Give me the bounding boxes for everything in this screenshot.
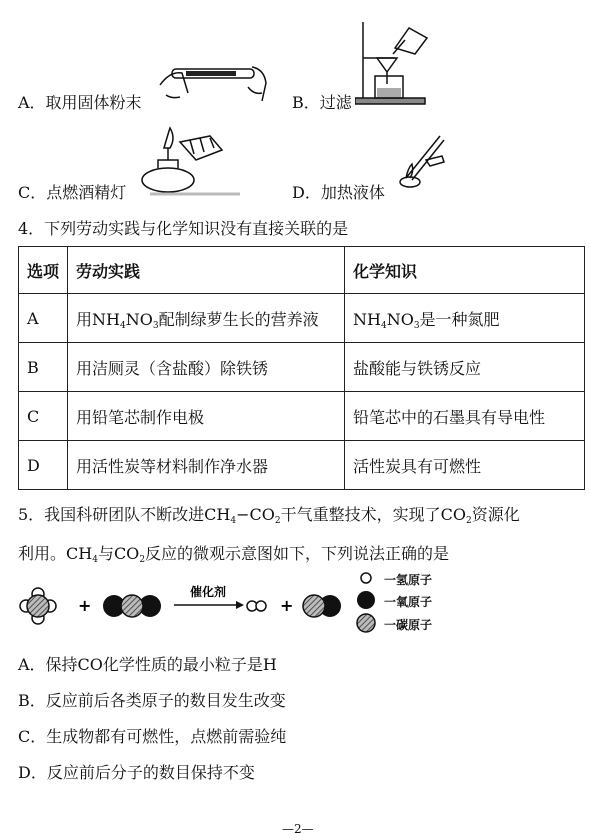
heating-liquid-illustration: [396, 130, 456, 190]
option-3a: A．取用固体粉末: [18, 93, 142, 112]
header-knowledge: 化学知识: [345, 247, 585, 294]
option-5d: D．反应前后分子的数目保持不变: [18, 763, 255, 782]
option-3d: D．加热液体: [292, 183, 385, 202]
table-row: [19, 294, 585, 343]
co-molecule: [303, 595, 341, 617]
row-practice: 用$NH_4NO_3$配制绿萝生长的营养液: [68, 294, 345, 343]
legend-hydrogen: 一氢原子: [384, 573, 433, 587]
reaction-diagram: [14, 572, 364, 638]
legend-oxygen: 一氧原子: [384, 595, 433, 609]
legend-icons: [354, 570, 384, 634]
row-option: A: [19, 294, 68, 343]
question-5-stem-line1: 5．我国科研团队不断改进$CH_4-CO_2$干气重整技术，实现了$CO_2$资源化: [18, 505, 520, 526]
legend-carbon: 一碳原子: [384, 618, 433, 632]
option-3b: B．过滤: [292, 93, 352, 112]
powder-tube-illustration: [152, 55, 272, 105]
oxygen-icon: [357, 591, 375, 609]
co2-molecule: [103, 595, 161, 617]
table-row: [19, 392, 585, 441]
option-3c: C．点燃酒精灯: [18, 183, 127, 202]
page-number: —2—: [282, 822, 314, 836]
row-knowledge: 铅笔芯中的石墨具有导电性: [345, 392, 585, 441]
header-practice: 劳动实践: [68, 247, 345, 294]
question-4-stem: 4．下列劳动实践与化学知识没有直接关联的是: [18, 219, 349, 238]
row-knowledge: 盐酸能与铁锈反应: [345, 343, 585, 392]
row-option: D: [19, 441, 68, 490]
option-5c: C．生成物都有可燃性，点燃前需验纯: [18, 727, 287, 746]
row-practice: 用铅笔芯制作电极: [68, 392, 345, 441]
row-knowledge: 活性炭具有可燃性: [345, 441, 585, 490]
question-5-stem-line2: 利用。$CH_4$与$CO_2$反应的微观示意图如下，下列说法正确的是: [18, 544, 450, 565]
hydrogen-icon: [361, 573, 371, 583]
filtration-illustration: [355, 18, 435, 106]
row-practice: 用洁厕灵（含盐酸）除铁锈: [68, 343, 345, 392]
table-row: [19, 441, 585, 490]
table-header-row: [19, 247, 585, 294]
row-option: B: [19, 343, 68, 392]
row-option: C: [19, 392, 68, 441]
svg-text:+: +: [78, 596, 92, 615]
header-option: 选项: [19, 247, 68, 294]
table-row: [19, 343, 585, 392]
row-practice: 用活性炭等材料制作净水器: [68, 441, 345, 490]
ch4-molecule: [20, 588, 56, 624]
option-5b: B．反应前后各类原子的数目发生改变: [18, 691, 286, 710]
alcohol-lamp-illustration: [130, 124, 240, 196]
carbon-icon: [357, 614, 375, 632]
row-knowledge: $NH_4NO_3$是一种氮肥: [345, 294, 585, 343]
svg-text:+: +: [280, 596, 294, 615]
h2-molecule: [247, 601, 266, 611]
option-5a: A．保持CO化学性质的最小粒子是H: [18, 655, 277, 674]
catalyst-label: 催化剂: [190, 585, 227, 599]
knowledge-table: [18, 246, 585, 490]
